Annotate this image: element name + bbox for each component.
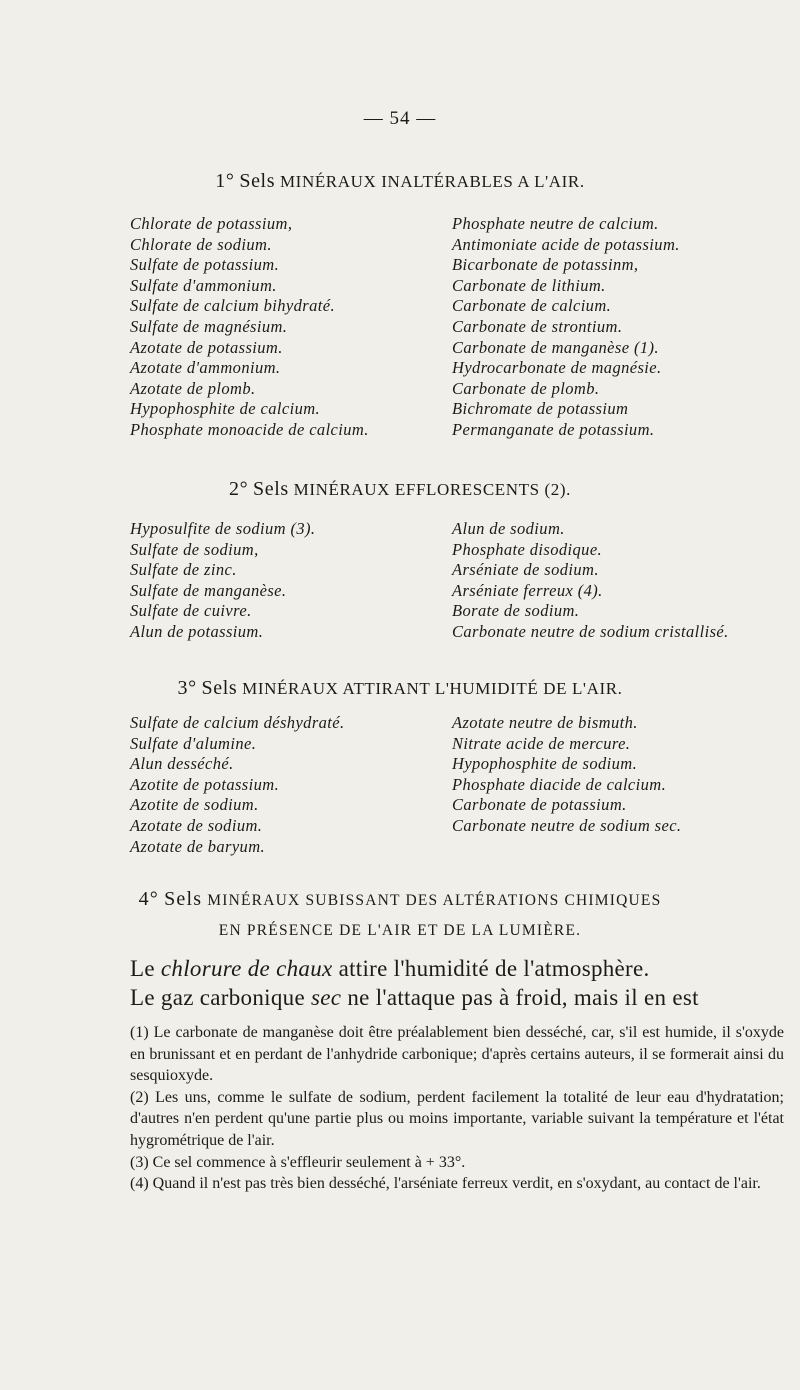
body-line-2-b: ne l'attaque pas à froid, mais il en est [341,985,699,1010]
list-item: Alun de potassium. [130,621,264,641]
section-4-number: 4° [138,888,159,910]
list-item: Alun de sodium. [452,519,565,538]
list-item: Arséniate de sodium. [452,560,599,580]
section-3-right-list [452,713,681,837]
body-line-2 [130,985,770,1011]
list-item: Sulfate de zinc. [130,560,237,580]
section-4-title-first: Sels [164,888,203,910]
list-item: Hydrocarbonate de magnésie. [452,358,662,378]
body-line-1-a: Le [130,956,161,981]
list-item: Sulfate de sodium, [130,539,259,559]
section-2-heading [0,478,800,501]
section-1-title-first: Sels [239,170,276,192]
page-number: — 54 — [363,108,437,129]
list-item: Bichromate de potassium [452,399,629,419]
list-item: Hypophosphite de sodium. [452,754,638,774]
footnote-2: (2) Les uns, comme le sulfate de sodium, perdent facilement la totalité de leur eau d'hydratation; d'autres n'en perdent qu'une partie plus ou moins importante, variable suivant la température et l'état hygrométrique de l'air. [130,1088,784,1149]
list-item: Sulfate de manganèse. [130,580,287,600]
section-2-left-list [130,519,315,643]
list-item: Azotate d'ammonium. [130,358,281,378]
list-item: Phosphate monoacide de calcium. [130,419,369,439]
section-2-right-list [452,519,729,643]
body-line-1-b: attire l'humidité de l'atmosphère. [332,956,650,981]
section-2-title-first: Sels [253,478,289,500]
list-item: Arséniate ferreux (4). [452,580,603,600]
body-line-2-a: Le gaz carbonique [130,985,311,1010]
section-1-number: 1° [215,170,235,192]
section-4-title-rest: MINÉRAUX SUBISSANT DES ALTÉRATIONS CHIMIQUES [207,892,662,909]
list-item: Azotate de baryum. [130,836,266,856]
list-item: Bicarbonate de potassinm, [452,255,639,275]
section-3-number: 3° [177,677,197,699]
list-item: Carbonate de manganèse (1). [452,337,659,357]
list-item: Alun desséché. [130,754,234,774]
list-item: Hypophosphite de calcium. [130,399,321,419]
list-item: Antimoniate acide de potassium. [452,234,680,254]
list-item: Nitrate acide de mercure. [452,733,631,753]
body-line-2-emphasis: sec [311,985,342,1010]
section-3-left-list [130,713,345,857]
section-4-heading-line-2 [0,922,800,940]
list-item: Phosphate neutre de calcium. [452,214,659,233]
section-4-heading-line-1 [0,888,800,911]
section-1-left-list [130,214,369,441]
list-item: Azotate de plomb. [130,378,256,398]
list-item: Phosphate diacide de calcium. [452,774,667,794]
list-item: Carbonate neutre de sodium cristallisé. [452,621,729,641]
footnote-1: (1) Le carbonate de manganèse doit être préalablement bien desséché, car, s'il est humide, il s'oxyde en brunissant et en perdant de l'anhydride carbonique; d'après certains auteurs, il se formerait ainsi du sesquioxyde. [130,1024,784,1085]
list-item: Carbonate de plomb. [452,378,600,398]
list-item: Phosphate disodique. [452,539,603,559]
body-line-1-emphasis: chlorure de chaux [160,956,333,981]
list-item: Carbonate neutre de sodium sec. [452,815,682,835]
list-item: Carbonate de strontium. [452,316,623,336]
section-2-number: 2° [228,478,249,500]
body-line-1 [130,956,770,982]
list-item: Permanganate de potassium. [452,419,655,439]
list-item: Azotate neutre de bismuth. [452,713,638,732]
list-item: Sulfate de cuivre. [130,601,252,621]
list-item: Sulfate de magnésium. [130,316,288,336]
list-item: Sulfate de calcium déshydraté. [130,713,345,732]
section-1-heading [0,170,800,193]
list-item: Hyposulfite de sodium (3). [130,519,316,538]
section-3-title-first: Sels [201,677,238,699]
section-1-title-rest: MINÉRAUX INALTÉRABLES A L'AIR. [279,172,585,191]
list-item: Azotate de sodium. [130,815,263,835]
list-item: Sulfate de potassium. [130,255,280,275]
footnotes [130,1022,784,1195]
list-item: Carbonate de calcium. [452,296,612,316]
list-item: Azotite de potassium. [130,774,280,794]
footnote-4: (4) Quand il n'est pas très bien desséché, l'arséniate ferreux verdit, en s'oxydant, au contact de l'air. [130,1175,761,1193]
list-item: Azotite de sodium. [130,795,259,815]
list-item: Carbonate de potassium. [452,795,627,815]
list-item: Sulfate d'alumine. [130,733,257,753]
section-3-title-rest: MINÉRAUX ATTIRANT L'HUMIDITÉ DE L'AIR. [242,679,623,698]
footnote-3: (3) Ce sel commence à s'effleurir seulement à + 33°. [130,1153,466,1171]
list-item: Chlorate de potassium, [130,214,293,233]
list-item: Borate de sodium. [452,601,580,621]
list-item: Sulfate d'ammonium. [130,275,277,295]
section-4-title-line-2: EN PRÉSENCE DE L'AIR ET DE LA LUMIÈRE. [218,922,582,939]
list-item: Sulfate de calcium bihydraté. [130,296,335,316]
section-2-title-rest: MINÉRAUX EFFLORESCENTS (2). [293,480,572,499]
section-3-heading [0,677,800,700]
list-item: Chlorate de sodium. [130,234,272,254]
list-item: Carbonate de lithium. [452,275,606,295]
section-1-right-list [452,214,680,441]
list-item: Azotate de potassium. [130,337,283,357]
